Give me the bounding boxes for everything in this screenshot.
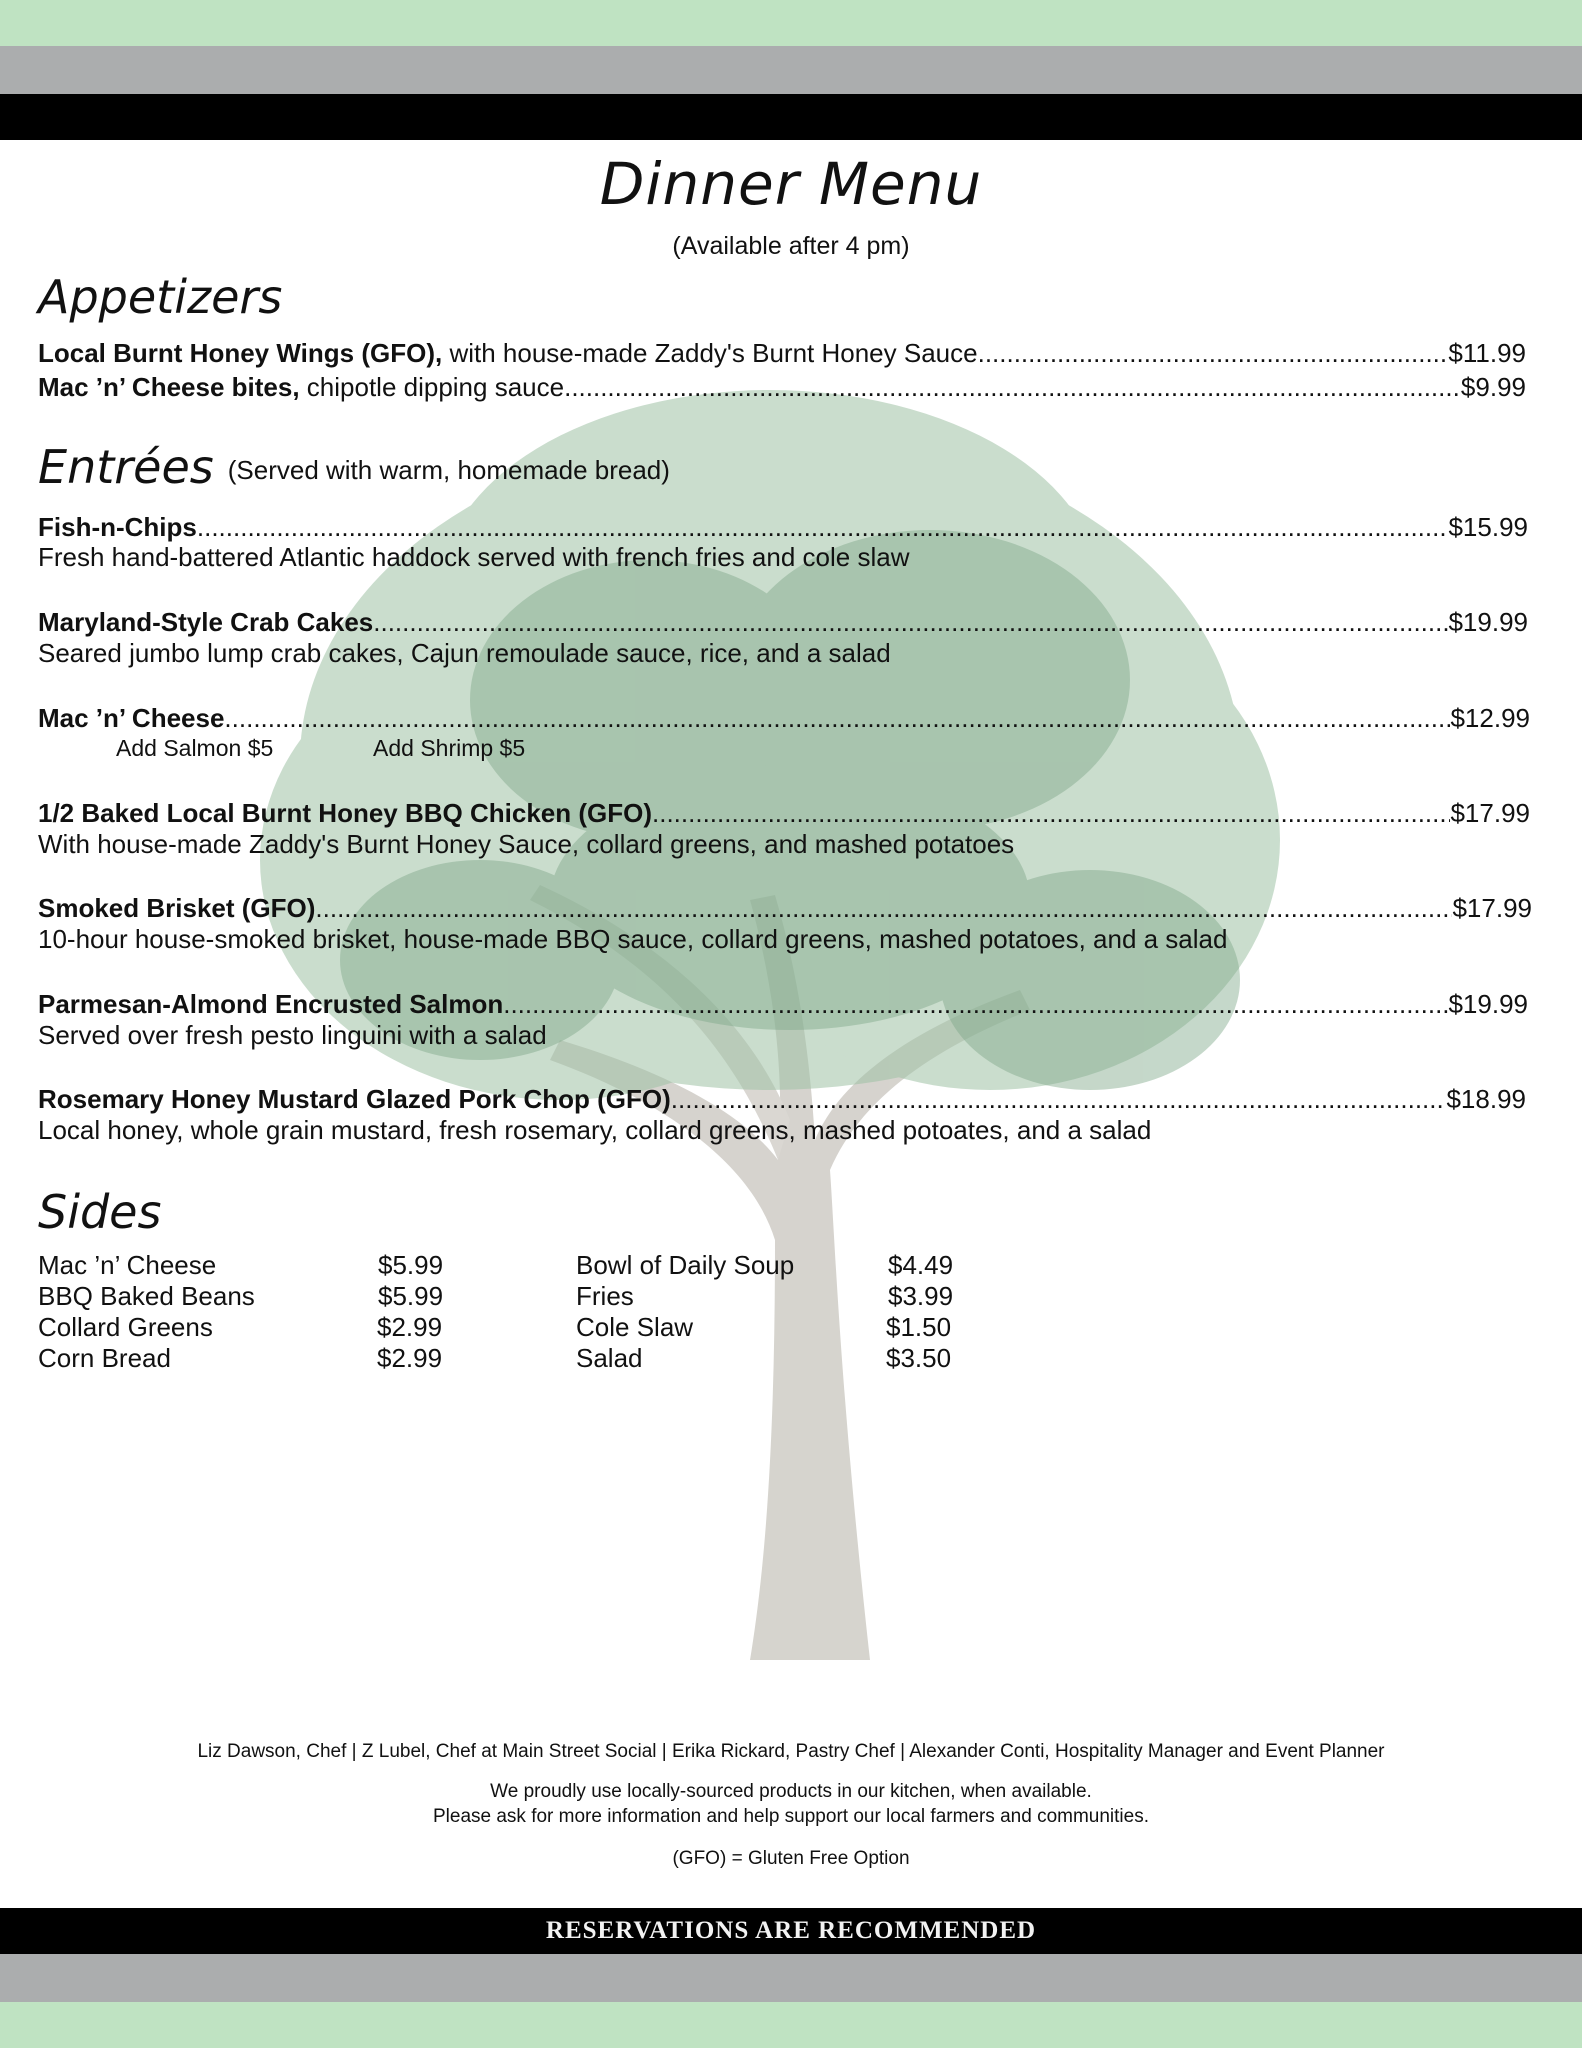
item-price: $18.99 [1446, 1084, 1526, 1114]
item-desc: Fresh hand-battered Atlantic haddock served with french fries and cole slaw [38, 542, 910, 572]
add-shrimp-option: Add Shrimp $5 [373, 735, 526, 761]
item-name: Fish-n-Chips [38, 512, 197, 542]
leader-dots [652, 798, 1450, 829]
bottom-black-band [0, 1908, 1582, 1954]
menu-item [38, 512, 1528, 543]
side-price: $2.99 [377, 1312, 443, 1342]
menu-item [38, 893, 1532, 924]
leader-dots [373, 607, 1448, 638]
reservations-notice: RESERVATIONS ARE RECOMMENDED [545, 1917, 1037, 1944]
side-price: $2.99 [377, 1343, 443, 1373]
item-name: Mac ’n’ Cheese [38, 703, 225, 733]
side-price: $3.50 [886, 1343, 952, 1373]
side-name: BBQ Baked Beans [38, 1281, 255, 1311]
appetizers-heading: Appetizers [38, 270, 283, 324]
item-desc: Served over fresh pesto linguini with a salad [38, 1020, 547, 1050]
item-name: 1/2 Baked Local Burnt Honey BBQ Chicken (GFO) [38, 798, 652, 828]
side-name: Corn Bread [38, 1343, 171, 1373]
leader-dots [197, 512, 1449, 543]
bottom-gray-band [0, 1954, 1582, 2002]
side-price: $1.50 [886, 1312, 952, 1342]
leader-dots [224, 703, 1450, 734]
menu-subtitle: (Available after 4 pm) [672, 232, 910, 260]
side-name: Collard Greens [38, 1312, 213, 1342]
item-desc: chipotle dipping sauce [299, 372, 565, 402]
side-price: $5.99 [378, 1250, 444, 1280]
item-name: Smoked Brisket (GFO) [38, 893, 316, 923]
entrees-note: (Served with warm, homemade bread) [227, 455, 670, 485]
leader-dots [503, 989, 1448, 1020]
staff-credits: Liz Dawson, Chef | Z Lubel, Chef at Main Street Social | Erika Rickard, Pastry Chef | Alexander Conti, Hospitality Manager and Event Planner [197, 1741, 1385, 1762]
side-name: Fries [576, 1281, 634, 1311]
menu-item [38, 607, 1528, 638]
item-price: $9.99 [1460, 372, 1526, 402]
side-price: $5.99 [378, 1281, 444, 1311]
item-desc: Seared jumbo lump crab cakes, Cajun remoulade sauce, rice, and a salad [38, 638, 891, 668]
leader-dots [564, 372, 1461, 403]
sides-heading: Sides [38, 1185, 162, 1239]
item-price: $19.99 [1448, 989, 1528, 1019]
menu-item [38, 798, 1530, 829]
item-price: $19.99 [1448, 607, 1528, 637]
item-name: Rosemary Honey Mustard Glazed Pork Chop (GFO) [38, 1084, 671, 1114]
item-desc: with house-made Zaddy's Burnt Honey Sauce [442, 338, 978, 368]
local-sourcing-note: We proudly use locally-sourced products in our kitchen, when available. [490, 1781, 1092, 1802]
menu-item [38, 372, 1526, 403]
item-name: Local Burnt Honey Wings (GFO), [38, 338, 443, 368]
item-desc: Local honey, whole grain mustard, fresh rosemary, collard greens, mashed potoates, and a salad [38, 1115, 1152, 1145]
side-name: Bowl of Daily Soup [576, 1250, 795, 1280]
item-price: $15.99 [1448, 512, 1528, 542]
menu-item [38, 989, 1528, 1020]
gfo-legend: (GFO) = Gluten Free Option [672, 1848, 910, 1869]
entrees-heading [38, 440, 670, 494]
leader-dots [978, 338, 1449, 369]
add-salmon-option: Add Salmon $5 [116, 735, 274, 761]
side-price: $3.99 [888, 1281, 954, 1311]
entrees-heading-text: Entrées [38, 440, 214, 494]
item-name: Maryland-Style Crab Cakes [38, 607, 374, 637]
local-sourcing-note: Please ask for more information and help support our local farmers and communities. [432, 1806, 1149, 1827]
item-desc: With house-made Zaddy's Burnt Honey Sauce, collard greens, and mashed potatoes [38, 829, 1015, 859]
item-name: Parmesan-Almond Encrusted Salmon [38, 989, 504, 1019]
item-desc: 10-hour house-smoked brisket, house-made BBQ sauce, collard greens, mashed potatoes, and a salad [38, 924, 1228, 954]
leader-dots [671, 1084, 1447, 1115]
menu-title: Dinner Menu [599, 150, 983, 218]
menu-item [38, 338, 1526, 369]
item-price: $17.99 [1452, 893, 1532, 923]
side-name: Cole Slaw [576, 1312, 694, 1342]
side-price: $4.49 [888, 1250, 954, 1280]
menu-item [38, 1084, 1526, 1115]
item-price: $11.99 [1448, 338, 1526, 368]
item-price: $17.99 [1450, 798, 1530, 828]
item-name: Mac ’n’ Cheese bites, [38, 372, 300, 402]
side-name: Mac ’n’ Cheese [38, 1250, 217, 1280]
item-price: $12.99 [1450, 703, 1530, 733]
side-name: Salad [576, 1343, 643, 1373]
leader-dots [315, 893, 1452, 924]
bottom-green-band [0, 2002, 1582, 2048]
menu-item [38, 703, 1530, 734]
